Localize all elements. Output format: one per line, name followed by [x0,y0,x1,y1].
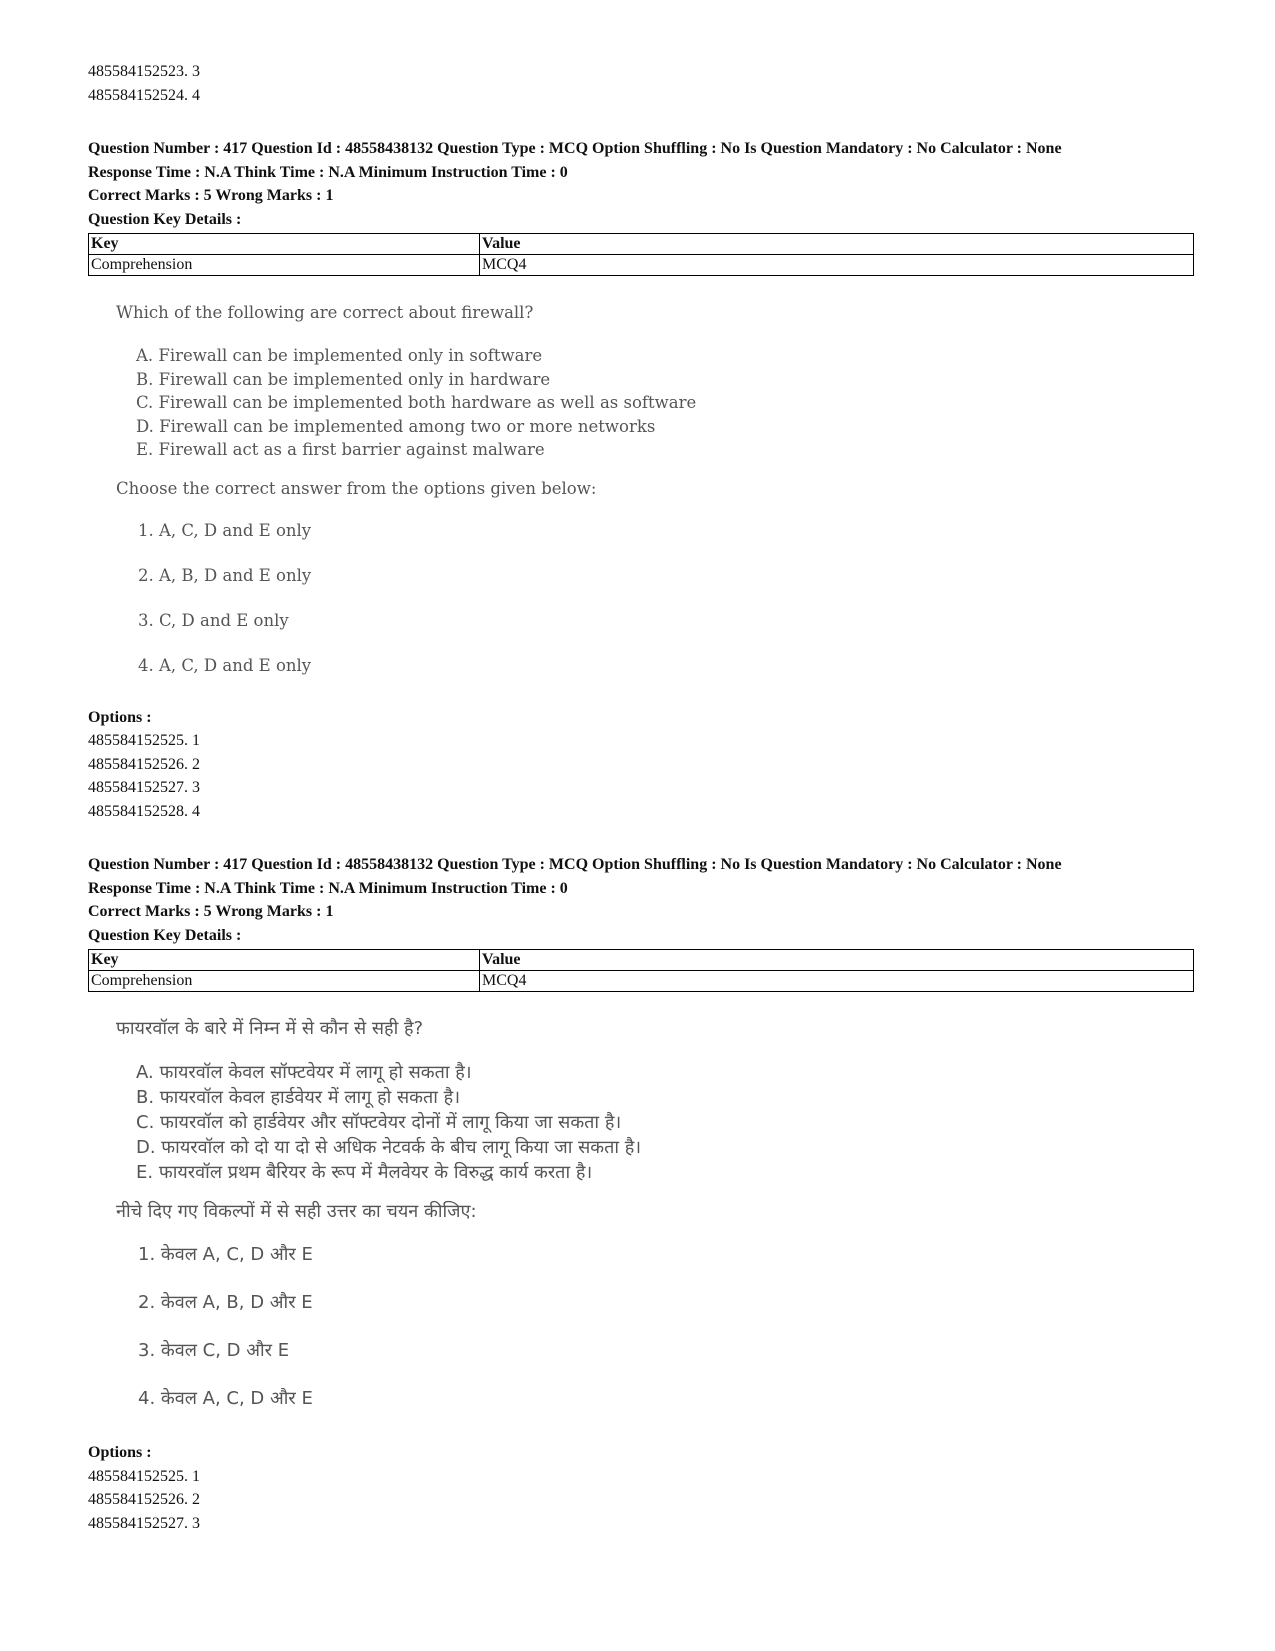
previous-options-list [88,60,1198,107]
table-cell-value: MCQ4 [480,255,1194,276]
table-cell-key: Comprehension [89,255,480,276]
options-list [88,729,1198,823]
option-item: 485584152527. 3 [88,779,200,796]
choice-item: 4. A, C, D and E only [138,655,312,675]
statement-item: D. फायरवॉल को दो या दो से अधिक नेटवर्क के बीच लागू किया जा सकता है। [136,1137,642,1158]
question-timing: Response Time : N.A Think Time : N.A Minimum Instruction Time : 0 [88,163,568,181]
question-image [116,302,1198,688]
question-stem: फायरवॉल के बारे में निम्न में से कौन से सही है? [116,1018,424,1039]
statement-item: C. Firewall can be implemented both hardware as well as software [136,393,697,412]
statement-item: B. Firewall can be implemented only in hardware [136,369,551,389]
option-item: 485584152526. 2 [88,1491,200,1508]
table-row [89,255,1194,276]
statement-item: A. Firewall can be implemented only in software [136,346,543,365]
question-marks: Correct Marks : 5 Wrong Marks : 1 [88,187,334,204]
question-meta: Question Number : 417 Question Id : 48558438132 Question Type : MCQ Option Shuffling : No Is Question Mandatory : No Calculator : None [88,856,1062,873]
choose-instruction: Choose the correct answer from the options given below: [116,478,597,498]
statement-item: C. फायरवॉल को हार्डवेयर और सॉफ्टवेयर दोनों में लागू किया जा सकता है। [136,1112,622,1133]
option-item: 485584152526. 2 [88,755,200,773]
key-details-title: Question Key Details : [88,926,242,944]
table-cell-value: MCQ4 [480,971,1194,992]
options-title: Options : [88,708,152,726]
statement-item: A. फायरवॉल केवल सॉफ्टवेयर में लागू हो सकता है। [136,1062,472,1083]
choice-item: 1. केवल A, C, D और E [138,1244,313,1265]
table-cell-key: Comprehension [89,971,480,992]
choice-list [138,1231,1198,1423]
choice-item: 3. केवल C, D और E [138,1340,290,1361]
table-header-row [89,950,1194,971]
statement-item: B. फायरवॉल केवल हार्डवेयर में लागू हो सकता है। [136,1087,461,1108]
question-block-hindi [88,853,1198,1535]
statement-list [136,1060,1198,1185]
table-header-value: Value [480,234,1194,255]
question-marks: Correct Marks : 5 Wrong Marks : 1 [88,903,334,920]
key-details-table [88,233,1194,276]
option-item: 485584152524. 4 [88,86,200,104]
choice-item: 4. केवल A, C, D और E [138,1388,313,1409]
question-image [116,1018,1198,1423]
question-timing: Response Time : N.A Think Time : N.A Minimum Instruction Time : 0 [88,879,568,897]
statement-list [136,344,1198,462]
statement-item: D. Firewall can be implemented among two or more networks [136,416,656,436]
question-meta: Question Number : 417 Question Id : 48558438132 Question Type : MCQ Option Shuffling : No Is Question Mandatory : No Calculator : None [88,140,1062,157]
choice-item: 3. C, D and E only [138,610,289,630]
choice-item: 1. A, C, D and E only [138,520,312,540]
choice-item: 2. केवल A, B, D और E [138,1292,313,1313]
statement-item: E. फायरवॉल प्रथम बैरियर के रूप में मैलवेयर के विरुद्ध कार्य करता है। [136,1162,593,1183]
option-item: 485584152525. 1 [88,1467,200,1485]
options-title: Options : [88,1444,152,1461]
document-page [88,60,1198,1535]
table-header-row [89,234,1194,255]
options-list [88,1465,1198,1536]
question-block-english [88,137,1198,823]
choice-item: 2. A, B, D and E only [138,565,312,585]
option-item: 485584152528. 4 [88,802,200,820]
table-header-value: Value [480,950,1194,971]
option-item: 485584152523. 3 [88,63,200,80]
table-row [89,971,1194,992]
option-item: 485584152527. 3 [88,1514,200,1532]
table-header-key: Key [89,950,480,971]
question-stem: Which of the following are correct about firewall? [116,303,534,322]
key-details-title: Question Key Details : [88,210,242,228]
table-header-key: Key [89,234,480,255]
key-details-table [88,949,1194,992]
choose-instruction: नीचे दिए गए विकल्पों में से सही उत्तर का चयन कीजिए: [116,1201,477,1222]
choice-list [138,508,1198,688]
statement-item: E. Firewall act as a first barrier against malware [136,440,545,459]
option-item: 485584152525. 1 [88,732,200,749]
